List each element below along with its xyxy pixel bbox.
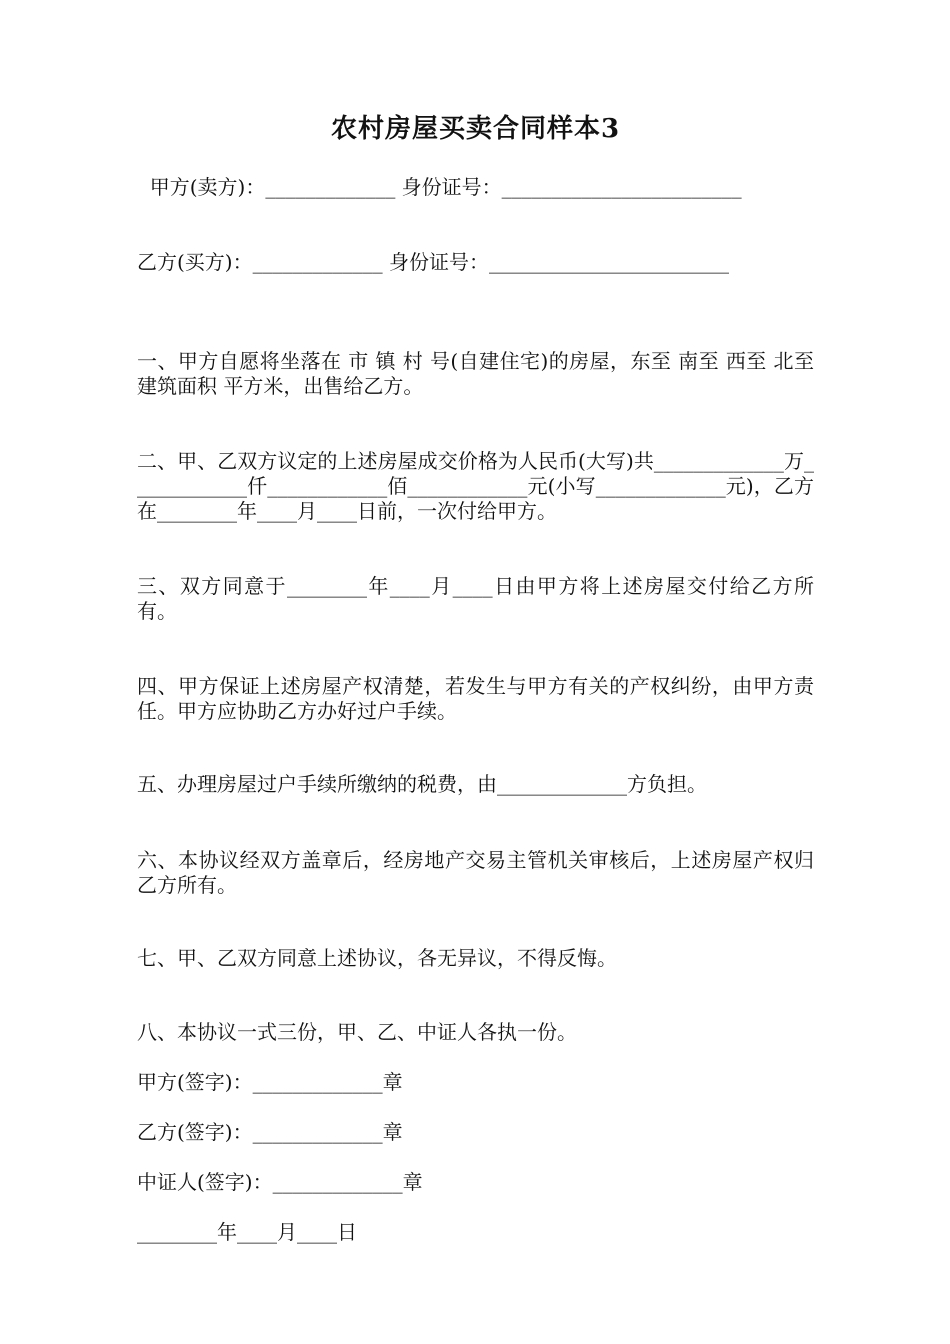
signature-witness: 中证人(签字)：_____________章 — [137, 1170, 423, 1194]
signature-party-b: 乙方(签字)：_____________章 — [137, 1120, 403, 1144]
clause-6: 六、本协议经双方盖章后，经房地产交易主管机关审核后，上述房屋产权归乙方所有。 — [137, 848, 814, 897]
clause-7: 七、甲、乙双方同意上述协议，各无异议，不得反悔。 — [137, 946, 617, 970]
party-a-line: 甲方(卖方)：_____________ 身份证号：________________________ — [137, 175, 742, 199]
document-title: 农村房屋买卖合同样本3 — [330, 114, 621, 144]
clause-3: 三、双方同意于________年____月____日由甲方将上述房屋交付给乙方所有。 — [137, 574, 814, 623]
clause-2: 二、甲、乙双方议定的上述房屋成交价格为人民币(大写)共_____________万____________仟____________佰____________元(小写_____________元)，乙方在________年____月____日前，一次付给甲方。 — [137, 449, 814, 523]
clause-4: 四、甲方保证上述房屋产权清楚，若发生与甲方有关的产权纠纷，由甲方责任。甲方应协助乙方办好过户手续。 — [137, 674, 814, 723]
party-b-line: 乙方(买方)：_____________ 身份证号：________________________ — [137, 250, 729, 274]
clause-8: 八、本协议一式三份，甲、乙、中证人各执一份。 — [137, 1020, 577, 1044]
clause-1: 一、甲方自愿将坐落在 市 镇 村 号(自建住宅)的房屋，东至 南至 西至 北至 建筑面积 平方米，出售给乙方。 — [137, 349, 814, 398]
signature-party-a: 甲方(签字)：_____________章 — [137, 1070, 403, 1094]
signature-date: ________年____月____日 — [137, 1220, 357, 1244]
clause-5: 五、办理房屋过户手续所缴纳的税费，由_____________方负担。 — [137, 772, 707, 796]
